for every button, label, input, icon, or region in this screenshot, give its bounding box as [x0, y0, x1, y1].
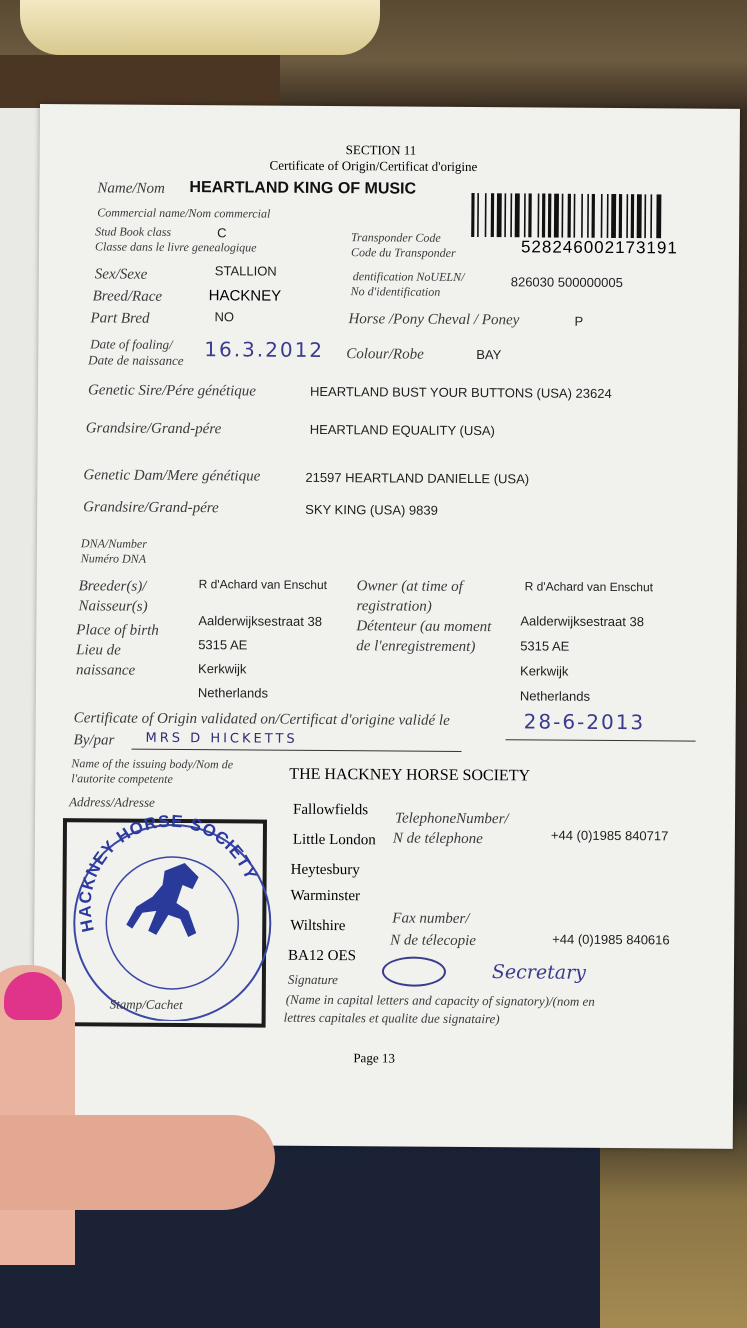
thumb: [0, 1115, 275, 1210]
breeder-address-2: 5315 AE: [198, 637, 248, 653]
owner-label-2: registration): [356, 598, 432, 615]
barcode-bar: [626, 194, 628, 238]
owner-label-1: Owner (at time of: [356, 578, 463, 595]
by-underline: [131, 749, 461, 752]
barcode-bar: [587, 194, 589, 238]
studbook-value: C: [217, 225, 227, 241]
barcode-bar: [607, 194, 609, 238]
barcode-bar: [581, 194, 583, 238]
studbook-label-1: Stud Book class: [95, 224, 172, 239]
dob-handwritten: 16.3.2012: [204, 337, 325, 362]
partbred-label: Part Bred: [90, 310, 150, 327]
barcode-bar: [510, 193, 512, 237]
fax-label-1: Fax number/: [392, 910, 470, 928]
barcode-number: 528246002173191: [520, 237, 678, 258]
barcode-bar: [611, 194, 616, 238]
owner-address-2: 5315 AE: [520, 638, 570, 654]
barcode: [471, 193, 711, 239]
section-heading: SECTION 11: [345, 142, 417, 158]
barcode-bar: [619, 194, 623, 238]
issuing-body-value: THE HACKNEY HORSE SOCIETY: [289, 765, 531, 785]
ueln-label-2: No d'identification: [350, 284, 441, 299]
certificate-title: Certificate of Origin/Certificat d'origine: [269, 157, 478, 175]
grandsire-2-label: Grandsire/Grand-pére: [83, 499, 219, 517]
barcode-bar: [491, 193, 495, 237]
certificate-page: [33, 104, 740, 1149]
breeder-address-1: Aalderwijksestraat 38: [198, 613, 323, 629]
signature-capacity-handwritten: Secretary: [491, 961, 587, 984]
owner-label-4: de l'enregistrement): [356, 638, 476, 656]
barcode-bar: [650, 194, 652, 238]
studbook-label-2: Classe dans le livre genealogique: [94, 239, 257, 255]
name-label: Name/Nom: [97, 180, 165, 197]
address-label: Address/Adresse: [69, 794, 155, 810]
barcode-bar: [515, 193, 520, 237]
barcode-bar: [561, 194, 563, 238]
breeder-address-3: Kerkwijk: [198, 661, 247, 677]
owner-address-1: Aalderwijksestraat 38: [520, 613, 645, 630]
transponder-label-2: Code du Transponder: [350, 245, 456, 260]
signature-label: Signature: [287, 971, 339, 988]
phone-value: +44 (0)1985 840717: [550, 827, 669, 844]
ueln-label-1: dentification NoUELN/: [352, 269, 465, 284]
barcode-bar: [631, 194, 635, 238]
barcode-bar: [591, 194, 595, 238]
owner-address-3: Kerkwijk: [520, 663, 569, 679]
breeder-label-1: Breeder(s)/: [78, 578, 147, 595]
society-address-5: Wiltshire: [290, 917, 346, 935]
transponder-label-1: Transponder Code: [351, 230, 441, 245]
issuing-label-1: Name of the issuing body/Nom de: [71, 756, 234, 772]
society-address-2: Little London: [292, 831, 376, 849]
pob-label-1: Place of birth: [76, 622, 159, 639]
dob-label-2: Date de naissance: [88, 352, 184, 369]
breeder-address-4: Netherlands: [197, 685, 269, 701]
sire-value: HEARTLAND BUST YOUR BUTTONS (USA) 23624: [309, 383, 612, 401]
barcode-bar: [524, 193, 526, 237]
horse-pony-label: Horse /Pony Cheval / Poney: [348, 311, 520, 329]
dna-label-2: Numéro DNA: [80, 551, 147, 566]
breed-label: Breed/Race: [92, 288, 163, 305]
barcode-bar: [567, 194, 571, 238]
dam-label: Genetic Dam/Mere génétique: [83, 467, 261, 485]
ueln-value: 826030 500000005: [510, 274, 623, 291]
phone-label-1: TelephoneNumber/: [394, 810, 509, 828]
phone-label-2: N de télephone: [392, 830, 483, 848]
validated-label: Certificate of Origin validated on/Certificat d'origine validé le: [73, 710, 450, 729]
barcode-bar: [528, 193, 532, 237]
society-address-4: Warminster: [290, 887, 361, 905]
barcode-bar: [548, 194, 552, 238]
colour-value: BAY: [476, 347, 502, 363]
capital-note-1: (Name in capital letters and capacity of signatory)/(nom en: [285, 991, 595, 1009]
background-lamp: [20, 0, 380, 55]
barcode-bar: [601, 194, 603, 238]
owner-label-3: Détenteur (au moment: [356, 618, 492, 636]
colour-label: Colour/Robe: [346, 346, 424, 363]
society-address-6: BA12 OES: [288, 947, 357, 965]
name-value: HEARTLAND KING OF MUSIC: [189, 179, 417, 198]
sex-value: STALLION: [214, 263, 277, 279]
barcode-bar: [656, 194, 661, 238]
grandsire-2-value: SKY KING (USA) 9839: [305, 501, 438, 518]
signature-scribble: [382, 956, 446, 986]
horse-emblem-icon: [126, 863, 199, 938]
validated-date-handwritten: 28-6-2013: [523, 709, 646, 735]
barcode-bar: [504, 193, 506, 237]
partbred-value: NO: [214, 309, 235, 325]
society-address-3: Heytesbury: [290, 861, 360, 879]
breed-value: HACKNEY: [208, 287, 282, 305]
barcode-bar: [542, 194, 546, 238]
barcode-bar: [554, 194, 559, 238]
sex-label: Sex/Sexe: [94, 266, 148, 283]
society-stamp: [64, 810, 275, 1021]
by-label: By/par: [73, 732, 115, 749]
by-handwritten: MRS D HICKETTS: [145, 730, 298, 747]
barcode-bar: [485, 193, 487, 237]
owner-address-4: Netherlands: [519, 688, 591, 704]
pob-label-2: Lieu de: [76, 642, 121, 659]
dob-label-1: Date of foaling/: [90, 336, 173, 352]
barcode-bar: [537, 193, 539, 237]
barcode-bar: [573, 194, 575, 238]
barcode-bars: [471, 193, 711, 239]
breeder-name: R d'Achard van Enschut: [198, 577, 328, 593]
issuing-label-2: l'autorite competente: [71, 771, 173, 786]
owner-name: R d'Achard van Enschut: [524, 579, 654, 595]
pob-label-3: naissance: [75, 662, 136, 679]
commercial-name-label: Commercial name/Nom commercial: [97, 205, 271, 221]
barcode-bar: [637, 194, 642, 238]
dam-value: 21597 HEARTLAND DANIELLE (USA): [305, 469, 530, 487]
fax-label-2: N de télecopie: [390, 932, 477, 950]
barcode-bar: [471, 193, 475, 237]
page-number: Page 13: [353, 1050, 395, 1066]
grandsire-1-label: Grandsire/Grand-pére: [85, 420, 222, 438]
society-address-1: Fallowfields: [293, 801, 369, 819]
barcode-bar: [497, 193, 502, 237]
grandsire-1-value: HEARTLAND EQUALITY (USA): [309, 421, 495, 439]
capital-note-2: lettres capitales et qualite due signataire): [283, 1009, 500, 1027]
date-underline: [506, 739, 696, 741]
barcode-bar: [644, 194, 646, 238]
barcode-bar: [477, 193, 479, 237]
dna-label-1: DNA/Number: [80, 536, 147, 551]
stamp-label: Stamp/Cachet: [109, 996, 183, 1013]
fax-value: +44 (0)1985 840616: [552, 931, 670, 948]
breeder-label-2: Naisseur(s): [78, 598, 148, 615]
sire-label: Genetic Sire/Pére génétique: [87, 382, 257, 400]
horse-pony-value: P: [574, 313, 584, 329]
stamp-arc-text: HACKNEY HORSE SOCIETY: [75, 811, 261, 934]
